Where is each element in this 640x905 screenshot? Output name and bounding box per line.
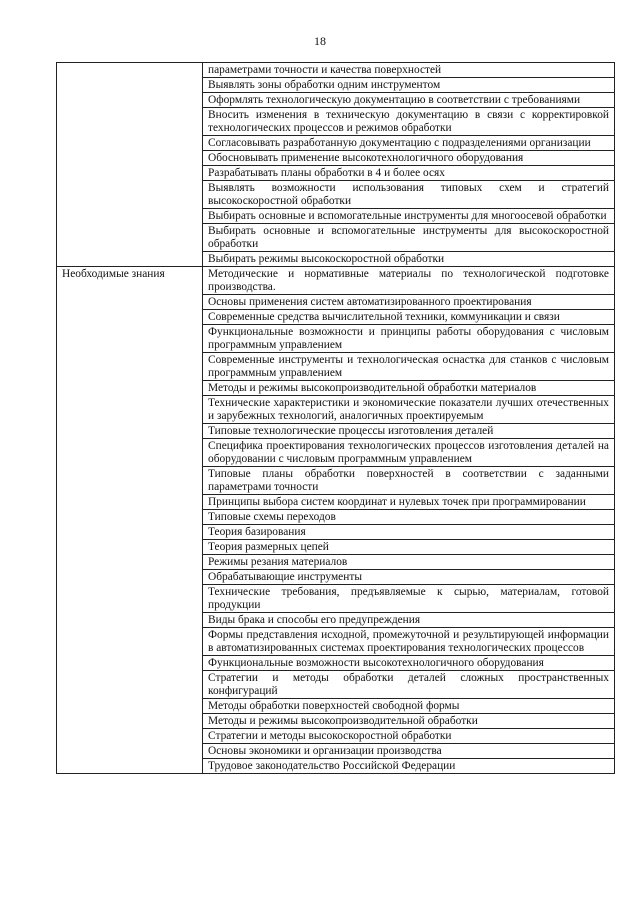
requirement-item: Основы экономики и организации производства (203, 744, 615, 759)
requirement-item: Типовые планы обработки поверхностей в соответствии с заданными параметрами точности (203, 467, 615, 495)
requirement-item: Технические характеристики и экономические показатели лучших отечественных и зарубежных технологий, аналогичных проектируемым (203, 396, 615, 424)
requirement-item: параметрами точности и качества поверхностей (203, 63, 615, 78)
requirement-item: Функциональные возможности высокотехнологичного оборудования (203, 656, 615, 671)
section-label: Необходимые знания (57, 267, 203, 774)
requirement-item: Разрабатывать планы обработки в 4 и более осях (203, 166, 615, 181)
requirement-item: Выявлять зоны обработки одним инструментом (203, 78, 615, 93)
requirement-item: Принципы выбора систем координат и нулевых точек при программировании (203, 495, 615, 510)
requirement-item: Методические и нормативные материалы по технологической подготовке производства. (203, 267, 615, 295)
requirement-item: Виды брака и способы его предупреждения (203, 613, 615, 628)
requirement-item: Современные средства вычислительной техники, коммуникации и связи (203, 310, 615, 325)
requirement-item: Методы и режимы высокопроизводительной обработки материалов (203, 381, 615, 396)
table-row (57, 63, 615, 78)
requirement-item: Современные инструменты и технологическая оснастка для станков с числовым программным управлением (203, 353, 615, 381)
requirement-item: Технические требования, предъявляемые к сырью, материалам, готовой продукции (203, 585, 615, 613)
requirement-item: Теория базирования (203, 525, 615, 540)
requirement-item: Стратегии и методы обработки деталей сложных пространственных конфигураций (203, 671, 615, 699)
requirement-item: Согласовывать разработанную документацию с подразделениями организации (203, 136, 615, 151)
table-row (57, 267, 615, 295)
requirement-item: Стратегии и методы высокоскоростной обработки (203, 729, 615, 744)
requirement-item: Типовые схемы переходов (203, 510, 615, 525)
requirement-item: Формы представления исходной, промежуточной и результирующей информации в автоматизированных системах проектирования технологических процессов (203, 628, 615, 656)
requirement-item: Обрабатывающие инструменты (203, 570, 615, 585)
requirement-item: Вносить изменения в техническую документацию в связи с корректировкой технологических процессов и режимов обработки (203, 108, 615, 136)
requirement-item: Основы применения систем автоматизированного проектирования (203, 295, 615, 310)
page-number: 18 (314, 34, 326, 48)
requirement-item: Обосновывать применение высокотехнологичного оборудования (203, 151, 615, 166)
requirement-item: Выявлять возможности использования типовых схем и стратегий высокоскоростной обработки (203, 181, 615, 209)
requirement-item: Специфика проектирования технологических процессов изготовления деталей на оборудовании с числовым программным управлением (203, 439, 615, 467)
requirement-item: Оформлять технологическую документацию в соответствии с требованиями (203, 93, 615, 108)
requirements-table (56, 62, 615, 774)
requirement-item: Теория размерных цепей (203, 540, 615, 555)
section-label (57, 63, 203, 267)
requirement-item: Типовые технологические процессы изготовления деталей (203, 424, 615, 439)
requirement-item: Трудовое законодательство Российской Федерации (203, 759, 615, 774)
requirement-item: Методы и режимы высокопроизводительной обработки (203, 714, 615, 729)
requirement-item: Выбирать основные и вспомогательные инструменты для многоосевой обработки (203, 209, 615, 224)
requirement-item: Функциональные возможности и принципы работы оборудования с числовым программным управлением (203, 325, 615, 353)
requirement-item: Режимы резания материалов (203, 555, 615, 570)
requirement-item: Методы обработки поверхностей свободной формы (203, 699, 615, 714)
requirement-item: Выбирать режимы высокоскоростной обработки (203, 252, 615, 267)
requirement-item: Выбирать основные и вспомогательные инструменты для высокоскоростной обработки (203, 224, 615, 252)
